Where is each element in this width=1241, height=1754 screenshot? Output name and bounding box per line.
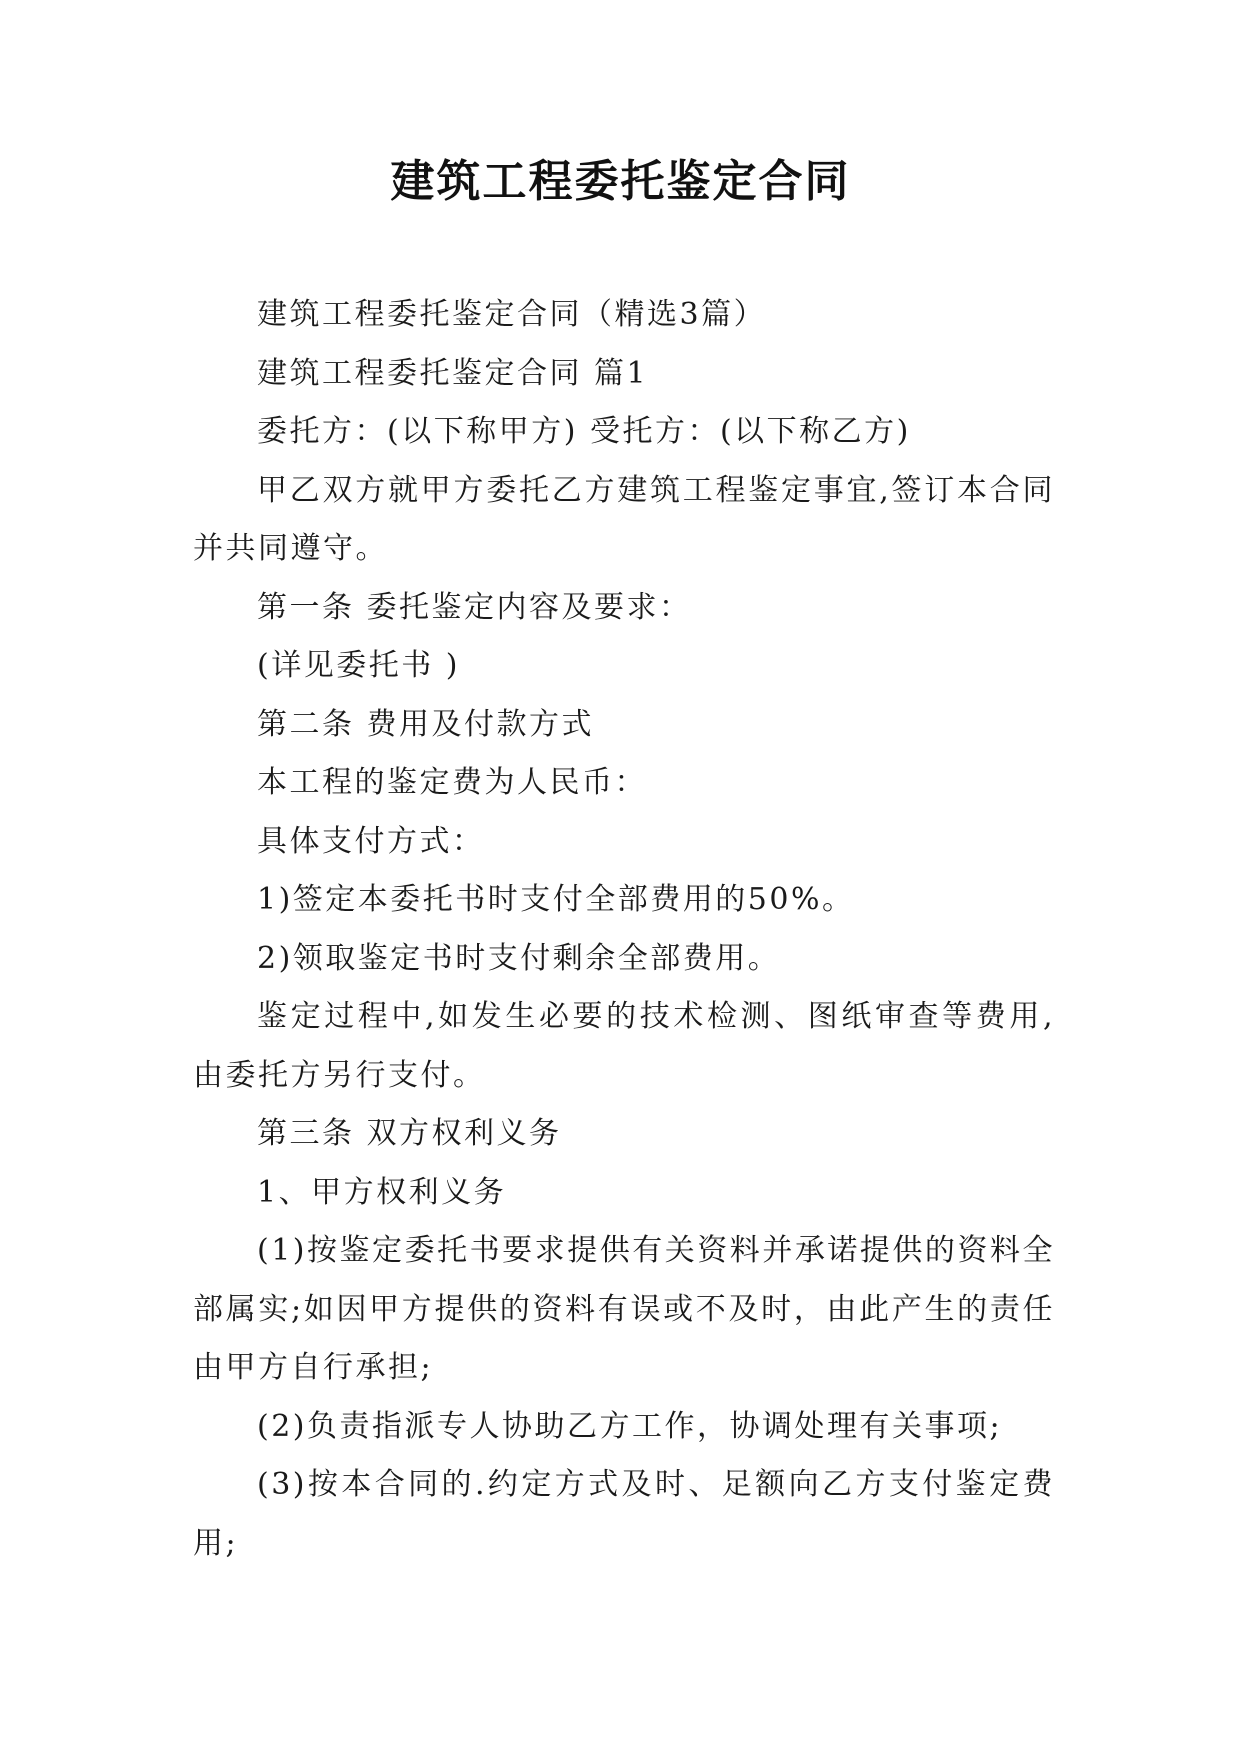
paragraph: (2)负责指派专人协助乙方工作，协调处理有关事项; — [257, 1408, 1003, 1444]
paragraph: 2)领取鉴定书时支付剩余全部费用。 — [257, 940, 781, 976]
paragraph: 甲乙双方就甲方委托乙方建筑工程鉴定事宜,签订本合同并共同遵守。 — [193, 472, 1055, 566]
paragraph: 建筑工程委托鉴定合同 篇1 — [257, 355, 649, 391]
paragraph: (详见委托书 ) — [257, 648, 460, 683]
paragraph: 第三条 双方权利义务 — [257, 1116, 562, 1151]
paragraph: (3)按本合同的.约定方式及时、足额向乙方支付鉴定费用; — [193, 1467, 1055, 1561]
paragraph: (1)按鉴定委托书要求提供有关资料并承诺提供的资料全部属实;如因甲方提供的资料有误或不及时，由此产生的责任由甲方自行承担; — [193, 1233, 1055, 1385]
paragraph: 第二条 费用及付款方式 — [257, 706, 595, 742]
paragraph: 委托方：(以下称甲方) 受托方：(以下称乙方) — [257, 414, 911, 449]
paragraph: 具体支付方式： — [257, 823, 485, 859]
paragraph: 1)签定本委托书时支付全部费用的50%。 — [257, 882, 855, 917]
paragraph: 鉴定过程中,如发生必要的技术检测、图纸审查等费用,由委托方另行支付。 — [193, 999, 1055, 1093]
paragraph: 1、甲方权利义务 — [257, 1174, 507, 1210]
document-body — [193, 286, 1055, 1573]
paragraph: 本工程的鉴定费为人民币： — [257, 765, 647, 800]
paragraph: 建筑工程委托鉴定合同（精选3篇） — [257, 297, 767, 332]
paragraph: 第一条 委托鉴定内容及要求： — [257, 589, 692, 625]
document-title: 建筑工程委托鉴定合同 — [390, 156, 851, 207]
